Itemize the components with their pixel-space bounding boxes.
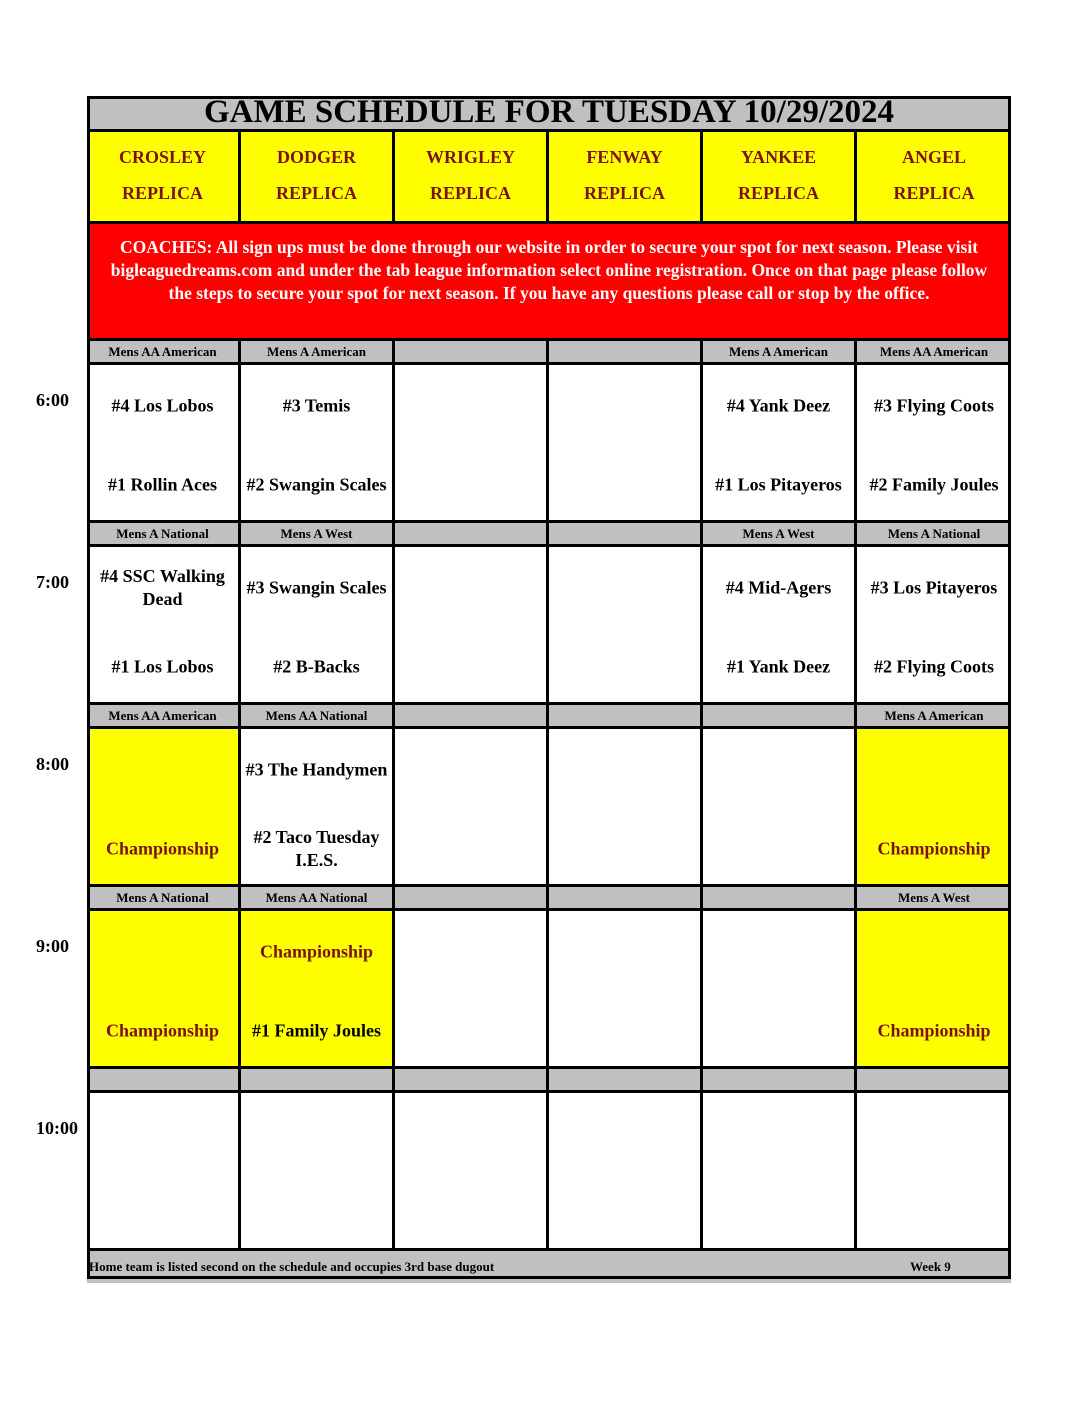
league-row [87,1069,1011,1093]
game-cell [87,547,241,705]
field-subtitle: REPLICA [121,182,203,203]
away-team: Championship [259,941,374,962]
field-header-wrigley [395,132,549,224]
game-cell [857,365,1011,523]
game-cell [395,365,549,523]
league-label: Mens A American [857,705,1011,729]
league-label: Mens AA National [241,887,395,911]
field-subtitle: REPLICA [429,182,511,203]
game-cell [703,547,857,705]
league-label: Mens AA National [241,705,395,729]
game-cell [549,911,703,1069]
league-label: Mens AA American [87,341,241,365]
game-cell [549,729,703,887]
games-row [87,729,1011,887]
away-team: #3 Flying Coots [873,395,994,416]
away-team: #3 Temis [282,395,351,416]
game-cell [549,365,703,523]
field-header-fenway [549,132,703,224]
coaches-notice: COACHES: All sign ups must be done through our website in order to secure your spot for next season. Please visit bigleaguedreams.com and under the tab league information select online registration. Once on that page please follow the steps to secure your spot for next season. If you have any questions please call or stop by the office. [87,224,1011,341]
home-team: Championship [105,1020,220,1041]
league-row [87,523,1011,547]
games-row [87,365,1011,523]
game-cell [395,729,549,887]
league-label [549,341,703,365]
league-row [87,341,1011,365]
field-name: WRIGLEY [425,147,515,168]
home-team: #2 Taco Tuesday I.E.S. [253,827,380,870]
games-row [87,911,1011,1069]
field-subtitle: REPLICA [583,182,665,203]
game-cell [395,911,549,1069]
game-cell [703,911,857,1069]
away-team: #4 Mid-Agers [725,577,832,598]
game-cell [703,365,857,523]
league-label [703,887,857,911]
league-label [395,341,549,365]
league-label: Mens AA American [857,341,1011,365]
league-label [241,1069,395,1093]
home-team: Championship [877,838,991,859]
league-label: Mens A American [703,341,857,365]
game-cell [549,547,703,705]
game-cell [241,547,395,705]
game-cell [703,729,857,887]
home-team: #1 Los Pitayeros [715,474,842,495]
game-cell [87,911,241,1069]
field-name: CROSLEY [118,147,207,168]
game-cell [395,547,549,705]
field-name: ANGEL [901,147,966,168]
field-subtitle: REPLICA [893,182,975,203]
home-team: Championship [105,838,220,859]
league-label [549,523,703,547]
league-label: Mens A West [857,887,1011,911]
field-subtitle: REPLICA [275,182,357,203]
time-label: 8:00 [36,754,69,774]
game-cell [241,1093,395,1251]
game-cell [857,1093,1011,1251]
away-team: #4 Los Lobos [111,395,214,416]
home-team: #1 Rollin Aces [107,474,217,495]
league-label: Mens A National [857,523,1011,547]
game-cell [87,729,241,887]
league-label: Mens A National [87,887,241,911]
page-title: GAME SCHEDULE FOR TUESDAY 10/29/2024 [87,96,1011,132]
league-label: Mens AA American [87,705,241,729]
league-label [703,1069,857,1093]
league-label [395,887,549,911]
field-header-row [87,132,1011,224]
time-label: 6:00 [36,390,69,410]
footer-bar [87,1251,1011,1283]
game-cell [857,729,1011,887]
time-label: 9:00 [36,936,69,956]
game-cell [241,365,395,523]
away-team: #3 Swangin Scales [246,577,387,598]
home-team: #1 Yank Deez [726,656,831,677]
games-row [87,1093,1011,1251]
league-label [395,523,549,547]
home-team: #2 B-Backs [273,656,360,677]
games-row [87,547,1011,705]
game-cell [395,1093,549,1251]
schedule-sheet [87,96,1011,1283]
league-label: Mens A National [87,523,241,547]
field-header-crosley [87,132,241,224]
league-row [87,887,1011,911]
field-name: FENWAY [586,147,663,168]
footer-note: Home team is listed second on the schedule and occupies 3rd base dugout [89,1259,495,1274]
game-cell [857,547,1011,705]
home-team: Championship [877,1020,991,1041]
game-cell [87,365,241,523]
game-cell [241,729,395,887]
time-label: 10:00 [36,1118,78,1138]
away-team: #4 SSC Walking Dead [100,566,225,609]
field-subtitle: REPLICA [737,182,819,203]
home-team: #2 Swangin Scales [246,474,387,495]
time-label: 7:00 [36,572,69,592]
home-team: #1 Family Joules [252,1020,381,1041]
game-cell [241,911,395,1069]
league-label [87,1069,241,1093]
game-cell [857,911,1011,1069]
game-cell [87,1093,241,1251]
home-team: #2 Flying Coots [873,656,994,677]
league-label [549,705,703,729]
league-label [549,1069,703,1093]
week-label: Week 9 [910,1259,951,1274]
field-header-yankee [703,132,857,224]
field-name: DODGER [276,147,356,168]
game-cell [703,1093,857,1251]
home-team: #1 Los Lobos [111,656,214,677]
league-label: Mens A West [241,523,395,547]
league-label: Mens A American [241,341,395,365]
away-team: #3 The Handymen [245,759,388,780]
field-header-dodger [241,132,395,224]
league-label [549,887,703,911]
league-label [395,705,549,729]
field-header-angel [857,132,1011,224]
away-team: #4 Yank Deez [726,395,831,416]
home-team: #2 Family Joules [869,474,999,495]
league-label: Mens A West [703,523,857,547]
league-label [703,705,857,729]
league-row [87,705,1011,729]
time-slots [87,341,1011,1251]
league-label [857,1069,1011,1093]
league-label [395,1069,549,1093]
game-cell [549,1093,703,1251]
field-name: YANKEE [740,147,817,168]
away-team: #3 Los Pitayeros [870,577,998,598]
